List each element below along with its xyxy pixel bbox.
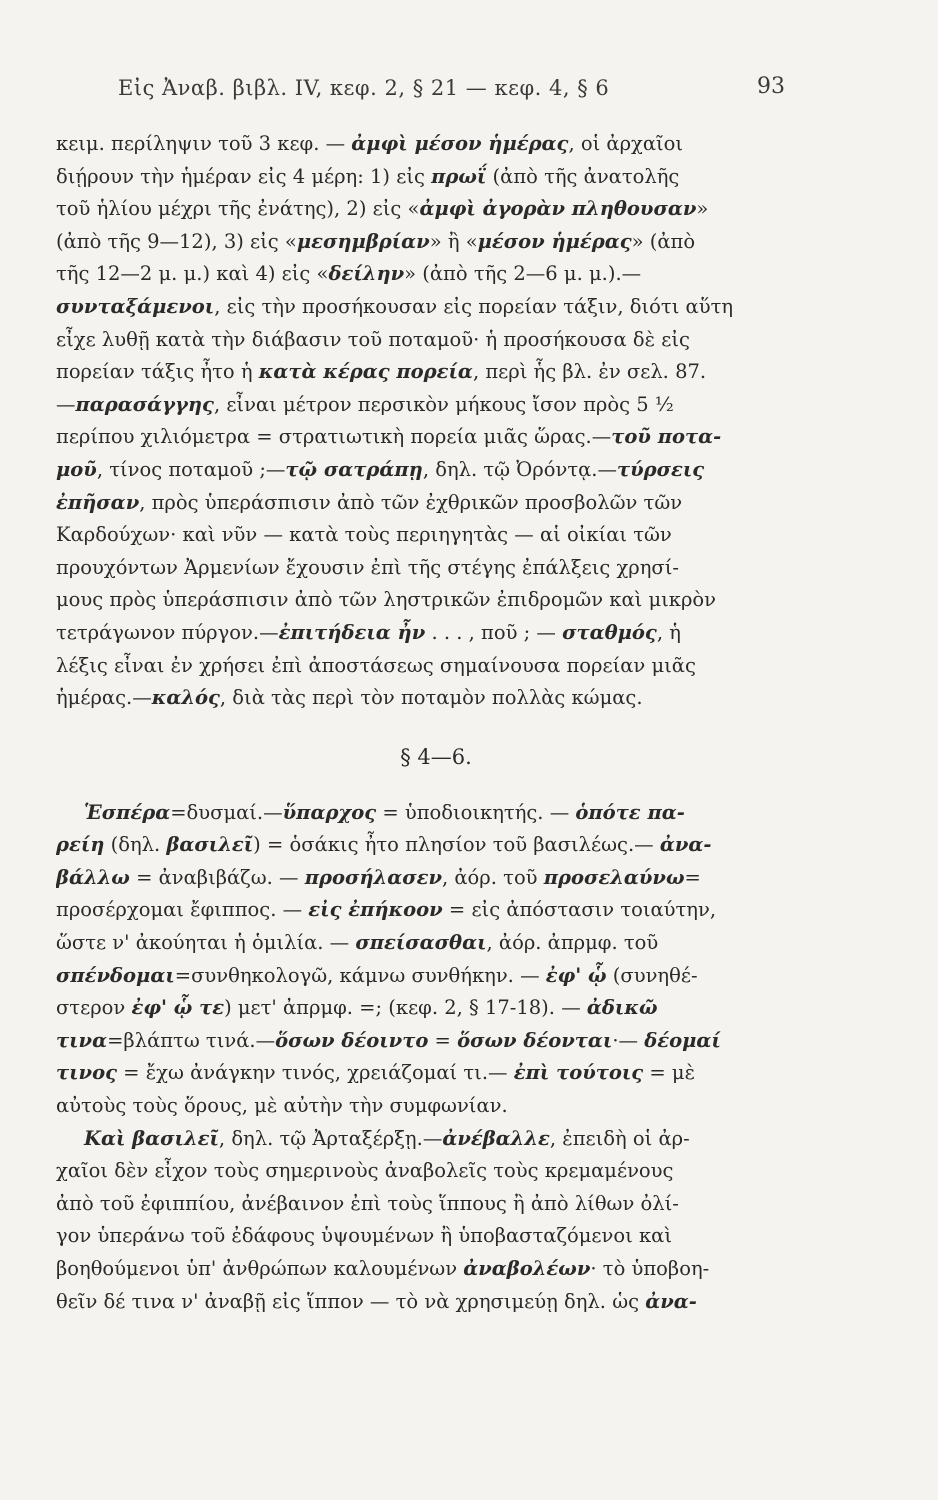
text-run: Καρδούχων· καὶ νῦν — κατὰ τοὺς περιηγητὰς — αἱ οἰκίαι τῶν bbox=[56, 523, 672, 547]
lemma-term: ἐφ' ᾧ τε bbox=[131, 996, 225, 1020]
paragraph-commentary-3 bbox=[56, 1123, 816, 1319]
page-header bbox=[0, 70, 938, 110]
text-run: γον ὑπεράνω τοῦ ἐδάφους ὑψουμένων ἢ ὑποβασταζόμενοι καὶ bbox=[56, 1224, 672, 1248]
text-run: περίπου χιλιόμετρα = στρατιωτικὴ πορεία μιᾶς ὥρας.— bbox=[56, 425, 612, 449]
text-run: , οἱ ἀρχαῖοι bbox=[568, 132, 684, 155]
text-run: , ἐπειδὴ οἱ ἀρ- bbox=[549, 1126, 690, 1150]
lemma-term: ἀδικῶ bbox=[586, 996, 658, 1020]
text-run: , εἰς τὴν προσήκουσαν εἰς πορείαν τάξιν, διότι αὕτη bbox=[214, 294, 734, 318]
text-run: ) μετ' ἀπρμφ. =; (κεφ. 2, § 17-18). — bbox=[224, 996, 587, 1020]
lemma-term: τοῦ ποτα- bbox=[611, 425, 722, 449]
lemma-term: δείλην bbox=[328, 262, 405, 286]
lemma-term: σταθμός bbox=[562, 620, 657, 644]
lemma-term: ἀναβολέων bbox=[463, 1257, 591, 1280]
lemma-term: δέομαί bbox=[644, 1028, 721, 1052]
text-line bbox=[56, 960, 816, 993]
text-line bbox=[56, 927, 816, 960]
text-run: , εἶναι μέτρον περσικὸν μήκους ἴσον πρὸς 5 ½ bbox=[213, 392, 674, 416]
lemma-term: τύρσεις bbox=[616, 457, 705, 481]
text-run: αὐτοὺς τοὺς ὅρους, μὲ αὐτὴν τὴν συμφωνίαν. bbox=[56, 1094, 508, 1118]
text-line bbox=[56, 454, 816, 487]
text-run: , ἡ bbox=[656, 620, 681, 644]
lemma-term: παρασάγγης bbox=[75, 392, 214, 416]
text-run: =δυσμαί.— bbox=[170, 800, 283, 824]
text-run: · τὸ ὑποβοη- bbox=[590, 1257, 710, 1280]
text-run: » (ἀπὸ bbox=[631, 229, 696, 253]
text-line bbox=[56, 324, 816, 357]
text-run: τετράγωνον πύργον.— bbox=[56, 620, 279, 644]
text-run: — bbox=[56, 392, 76, 416]
text-line bbox=[56, 487, 816, 520]
text-line bbox=[56, 894, 816, 927]
page-number: 93 bbox=[757, 74, 785, 99]
text-run: (ἀπὸ τῆς ἀνατολῆς bbox=[486, 164, 680, 188]
text-run: ) = ὁσάκις ἦτο πλησίον τοῦ βασιλέως.— bbox=[253, 833, 660, 857]
lemma-term: καλός bbox=[151, 686, 220, 710]
text-run: μους πρὸς ὑπεράσπισιν ἀπὸ τῶν ληστρικῶν ἐπιδρομῶν καὶ μικρὸν bbox=[56, 588, 717, 612]
text-run: =βλάπτω τινά.— bbox=[107, 1028, 276, 1052]
text-line bbox=[56, 1188, 816, 1221]
text-line bbox=[56, 650, 816, 683]
text-run: κειμ. περίληψιν τοῦ 3 κεφ. — bbox=[56, 132, 352, 155]
text-run: » ἢ « bbox=[429, 229, 478, 253]
lemma-term: βασιλεῖ bbox=[166, 833, 254, 857]
lemma-term: εἰς ἐπήκοον bbox=[308, 898, 443, 922]
lemma-term: ὕπαρχος bbox=[282, 800, 377, 824]
page-body bbox=[56, 128, 816, 1318]
lemma-term: ἀμφὶ μέσον ἡμέρας bbox=[351, 132, 569, 155]
text-run: ἡμέρας.— bbox=[56, 686, 152, 710]
text-run: , δηλ. τῷ Ὀρόντᾳ.— bbox=[422, 457, 617, 481]
text-run: πορείαν τάξις ἦτο ἡ bbox=[56, 360, 259, 384]
text-run: = εἰς ἀπόστασιν τοιαύτην, bbox=[442, 898, 717, 922]
text-run: ·— bbox=[612, 1028, 645, 1052]
text-line bbox=[56, 1155, 816, 1188]
lemma-term: Ἑσπέρα bbox=[84, 800, 171, 824]
lemma-term: βάλλω bbox=[56, 865, 130, 889]
text-run: , ἀόρ. ἀπρμφ. τοῦ bbox=[486, 931, 659, 955]
lemma-term: μοῦ bbox=[56, 457, 97, 481]
text-run: εἶχε λυθῇ κατὰ τὴν διάβασιν τοῦ ποταμοῦ· ἡ προσήκουσα δὲ εἰς bbox=[56, 327, 690, 351]
text-run: διῄρουν τὴν ἡμέραν εἰς 4 μέρη: 1) εἰς bbox=[56, 164, 432, 188]
text-run: =συνθηκολογῶ, κάμνω συνθήκην. — bbox=[174, 963, 546, 987]
text-run: = ἔχω ἀνάγκην τινός, χρειάζομαί τι.— bbox=[116, 1061, 514, 1085]
lemma-term: προσελαύνω bbox=[543, 865, 685, 889]
text-run: προυχόντων Ἀρμενίων ἔχουσιν ἐπὶ τῆς στέγης ἐπάλξεις χρησί- bbox=[56, 555, 679, 579]
text-line bbox=[56, 291, 816, 324]
text-line bbox=[56, 356, 816, 389]
text-run: λέξις εἶναι ἐν χρήσει ἐπὶ ἀποστάσεως σημαίνουσα πορείαν μιᾶς bbox=[56, 653, 696, 677]
text-run: = ἀναβιβάζω. — bbox=[129, 865, 305, 889]
text-line bbox=[56, 1025, 816, 1058]
lemma-term: ἀνα- bbox=[659, 833, 712, 857]
text-run: = ὑποδιοικητής. — bbox=[376, 800, 576, 824]
lemma-term: τινα bbox=[56, 1028, 108, 1052]
text-run: (ἀπὸ τῆς 9—12), 3) εἰς « bbox=[56, 229, 297, 253]
text-run: θεῖν δέ τινα ν' ἀναβῇ εἰς ἵππον — τὸ νὰ χρησιμεύῃ δηλ. ὡς bbox=[56, 1289, 646, 1313]
lemma-term: ἀνα- bbox=[645, 1289, 697, 1313]
text-run: = bbox=[684, 865, 701, 889]
text-line bbox=[56, 389, 816, 422]
lemma-term: ἀμφὶ ἀγορὰν πληθουσαν bbox=[419, 197, 697, 221]
text-run: , δηλ. τῷ Ἀρταξέρξῃ.— bbox=[218, 1126, 443, 1150]
text-line bbox=[56, 1286, 816, 1319]
lemma-term: τῷ σατράπῃ bbox=[285, 457, 423, 481]
text-line bbox=[56, 519, 816, 552]
lemma-term: μέσον ἡμέρας bbox=[477, 229, 632, 253]
section-heading: § 4—6. bbox=[400, 744, 472, 769]
lemma-term: κατὰ κέρας πορεία bbox=[258, 360, 473, 384]
text-line bbox=[56, 992, 816, 1025]
lemma-term: ὅσων δέονται bbox=[457, 1028, 613, 1052]
text-run: προσέρχομαι ἔφιππος. — bbox=[56, 898, 309, 922]
text-run: , ἀόρ. τοῦ bbox=[441, 865, 544, 889]
text-line bbox=[56, 128, 816, 161]
text-line bbox=[56, 1057, 816, 1090]
text-run: χαῖοι δὲν εἶχον τοὺς σημερινοὺς ἀναβολεῖς τοὺς κρεμαμένους bbox=[56, 1159, 674, 1183]
text-line bbox=[56, 258, 816, 291]
text-run: τοῦ ἡλίου μέχρι τῆς ἐνάτης), 2) εἰς « bbox=[56, 197, 420, 221]
text-line bbox=[56, 226, 816, 259]
text-line bbox=[56, 862, 816, 895]
lemma-term: τινος bbox=[56, 1061, 117, 1085]
text-line bbox=[56, 1253, 816, 1286]
text-run: , διὰ τὰς περὶ τὸν ποταμὸν πολλὰς κώμας. bbox=[219, 686, 643, 710]
lemma-term: Καὶ βασιλεῖ bbox=[84, 1126, 219, 1150]
lemma-term: προσήλασεν bbox=[304, 865, 442, 889]
text-line bbox=[56, 161, 816, 194]
text-run: τῆς 12—2 μ. μ.) καὶ 4) εἰς « bbox=[56, 262, 329, 286]
text-run: (δηλ. bbox=[104, 833, 167, 857]
lemma-term: ὅσων δέοιντο bbox=[275, 1028, 429, 1052]
text-line bbox=[56, 552, 816, 585]
text-run: ὥστε ν' ἀκούηται ἡ ὁμιλία. — bbox=[56, 931, 356, 955]
text-line bbox=[56, 617, 816, 650]
text-run: , περὶ ἧς βλ. ἐν σελ. 87. bbox=[472, 360, 707, 384]
text-line bbox=[56, 797, 816, 830]
text-line bbox=[56, 1090, 816, 1123]
text-run: στερον bbox=[56, 996, 132, 1020]
lemma-term: ὁπότε πα- bbox=[575, 800, 685, 824]
lemma-term: ἀνέβαλλε bbox=[442, 1126, 550, 1150]
text-run: ἀπὸ τοῦ ἐφιππίου, ἀνέβαινον ἐπὶ τοὺς ἵππους ἢ ἀπὸ λίθων ὀλί- bbox=[56, 1191, 679, 1215]
text-line bbox=[56, 584, 816, 617]
text-line bbox=[56, 1123, 816, 1156]
lemma-term: σπείσασθαι bbox=[355, 931, 487, 955]
lemma-term: πρωΐ bbox=[431, 164, 487, 188]
text-run: , πρὸς ὑπεράσπισιν ἀπὸ τῶν ἐχθρικῶν προσβολῶν τῶν bbox=[139, 490, 683, 514]
lemma-term: ἐπιτήδεια ἦν bbox=[278, 620, 426, 644]
lemma-term: μεσημβρίαν bbox=[296, 229, 430, 253]
text-run: » (ἀπὸ τῆς 2—6 μ. μ.).— bbox=[404, 262, 642, 286]
text-line bbox=[56, 421, 816, 454]
text-run: βοηθούμενοι ὑπ' ἀνθρώπων καλουμένων bbox=[56, 1257, 464, 1280]
text-run: , τίνος ποταμοῦ ;— bbox=[96, 457, 286, 481]
text-line bbox=[56, 682, 816, 715]
text-run: = μὲ bbox=[643, 1061, 696, 1085]
lemma-term: σπένδομαι bbox=[56, 963, 175, 987]
lemma-term: ἐπῆσαν bbox=[56, 490, 140, 514]
text-run: (συνηθέ- bbox=[606, 963, 698, 987]
text-line bbox=[56, 193, 816, 226]
lemma-term: ἐπὶ τούτοις bbox=[513, 1061, 644, 1085]
text-run: = bbox=[428, 1028, 458, 1052]
text-run: . . . , ποῦ ; — bbox=[425, 620, 563, 644]
text-line bbox=[56, 829, 816, 862]
lemma-term: ρείη bbox=[56, 833, 105, 857]
paragraph-commentary-2 bbox=[56, 797, 816, 1123]
lemma-term: ἐφ' ᾧ bbox=[545, 963, 607, 987]
paragraph-commentary-1 bbox=[56, 128, 816, 715]
text-run: » bbox=[696, 197, 709, 221]
running-head: Εἰς Ἀναβ. βιβλ. IV, κεφ. 2, § 21 — κεφ. 4, § 6 bbox=[118, 76, 610, 100]
text-line bbox=[56, 1220, 816, 1253]
lemma-term: συνταξάμενοι bbox=[56, 294, 215, 318]
